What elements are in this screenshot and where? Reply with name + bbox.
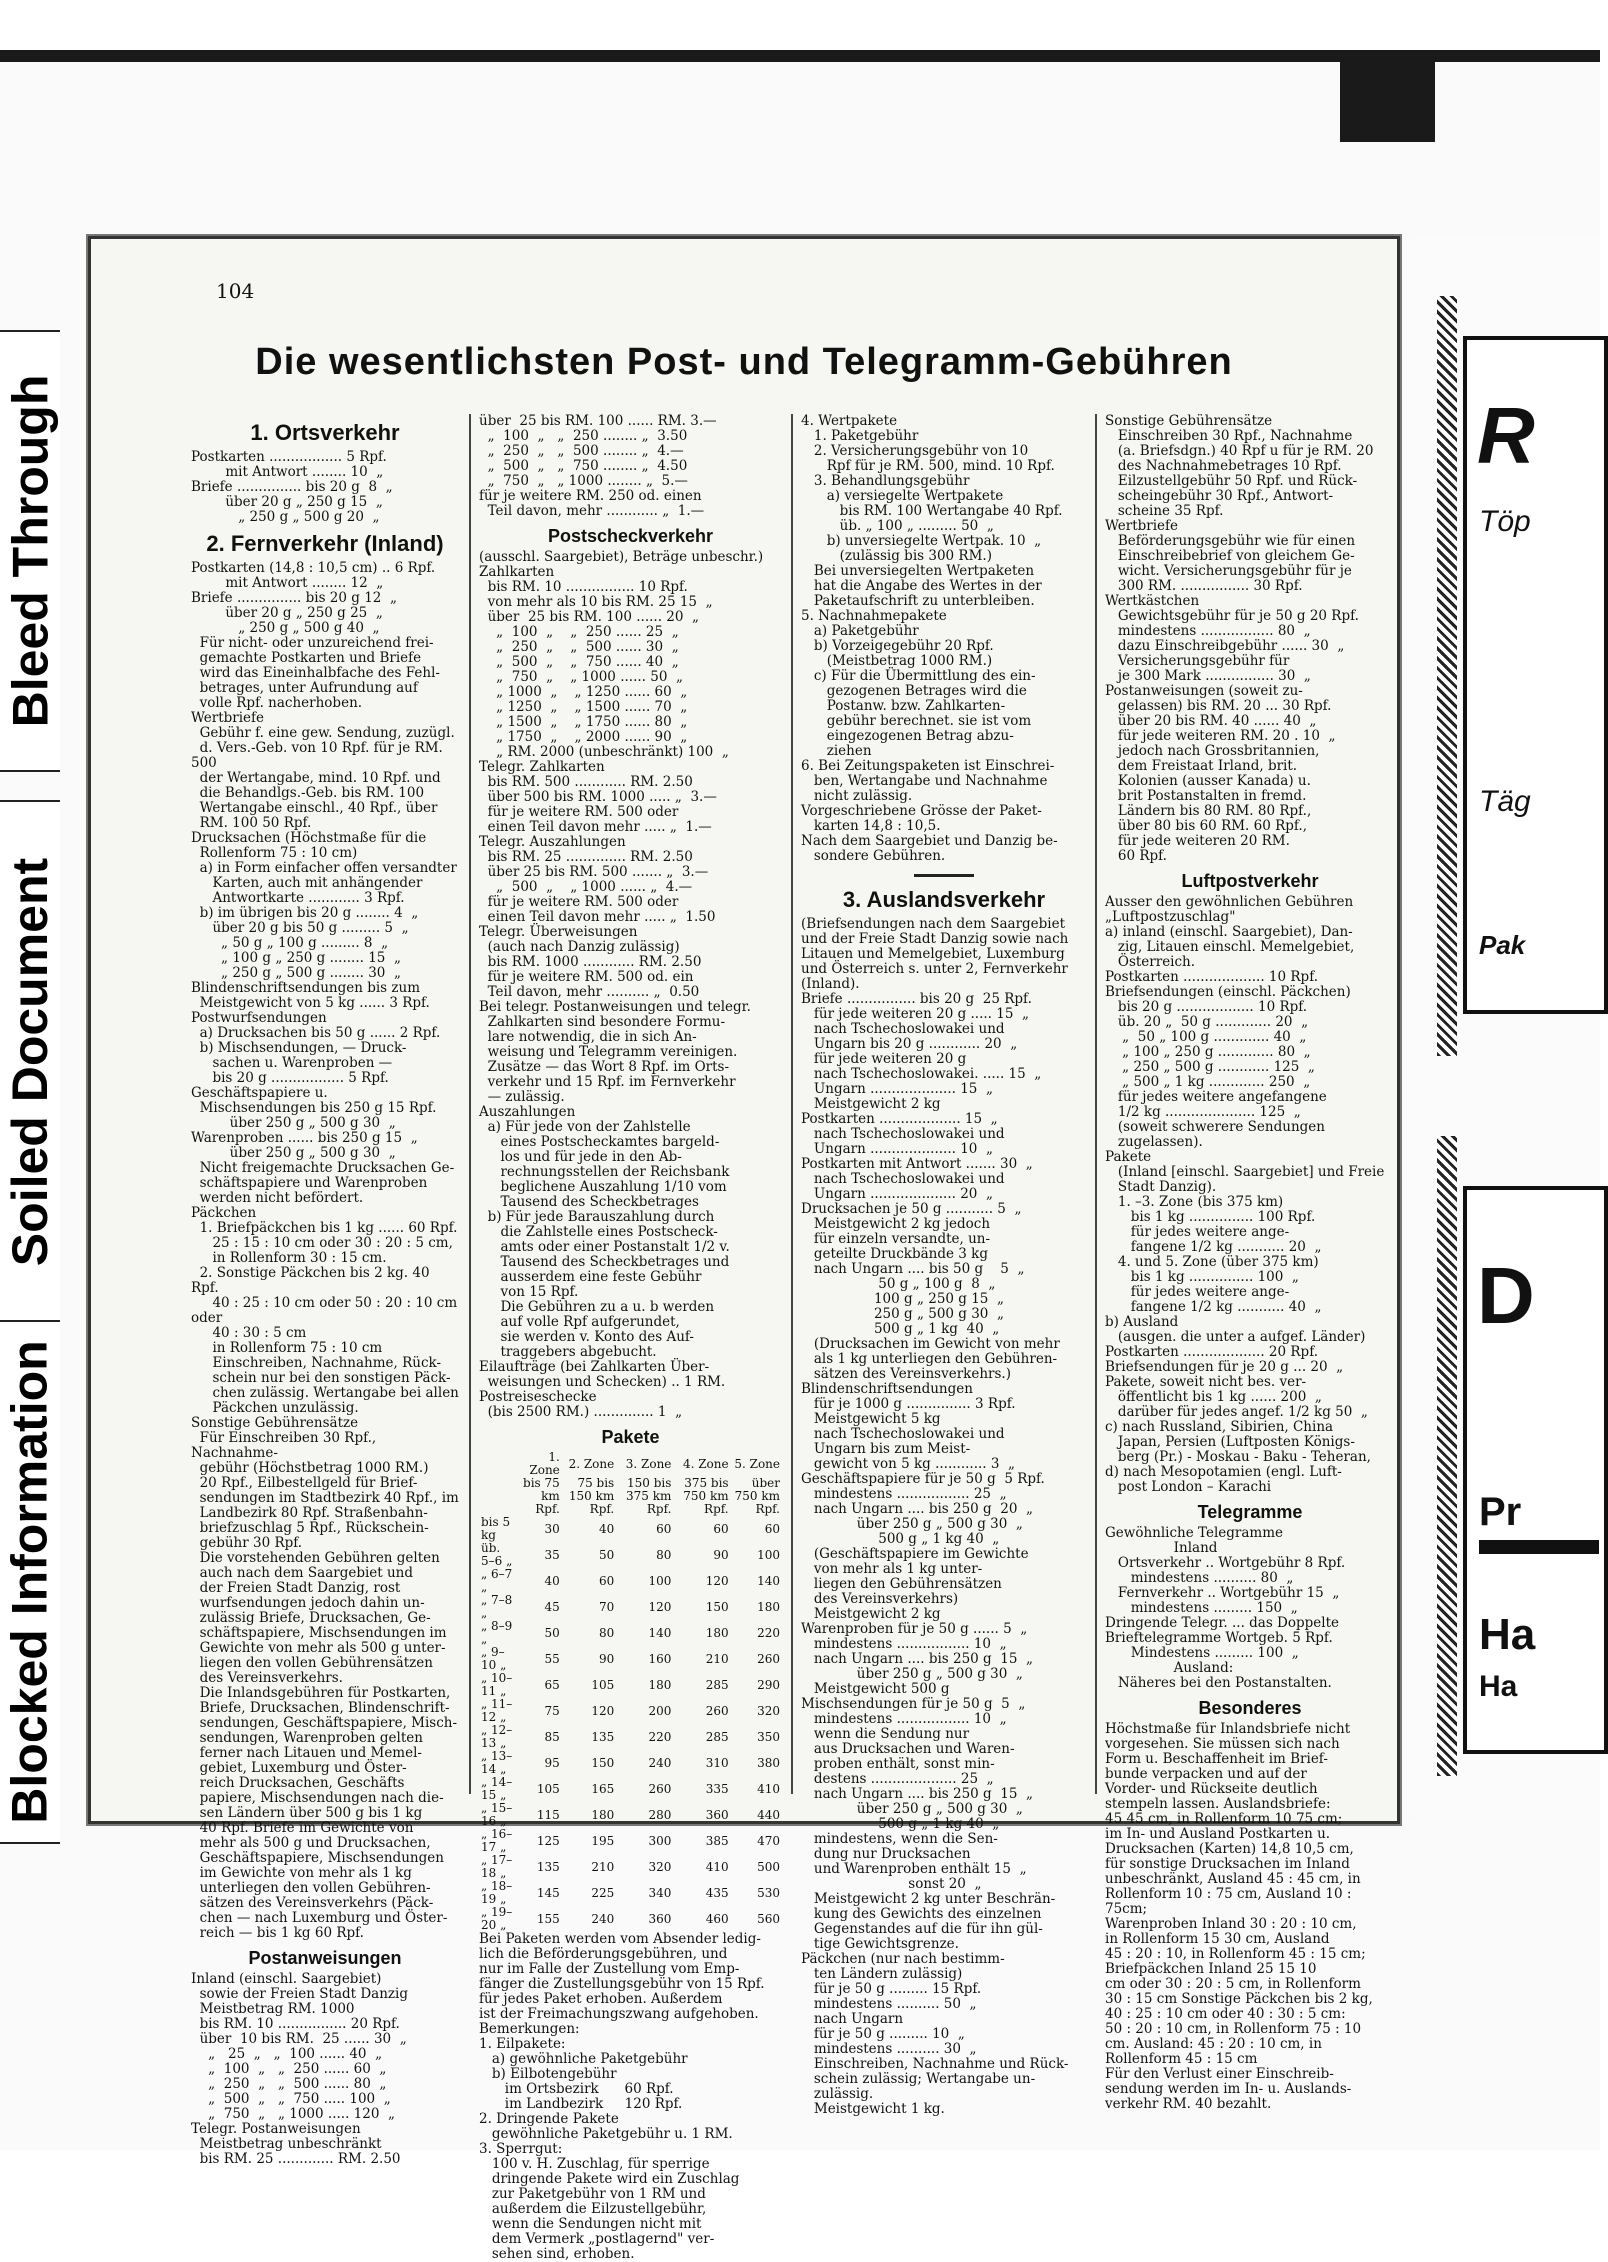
rate-cell: 350 <box>757 1729 780 1744</box>
text-block: (Briefsendungen nach dem Saargebiet und der Freie Stadt Danzig sowie nach Litauen und Memelgebiet, Luxemburg und Österreich s. unter 2, Fernverkehr (Inland). Briefe ................ bis 20 g 25 Rpf. für jede weiteren 20 g ..... 15 „ nach Tschechoslowakei und Ungarn bis 20 g ............ 20 „ für jede weiteren 20 g nach Tschechoslowakei. ..... 15 „ Ungarn .................... 15 „ Meistgewicht 2 kg Postkarten ................... 15 „ nach Tschechoslowakei und Ungarn .................... 10 „ Postkarten mit Antwort ....... 30 „ nach Tschechoslowakei und Ungarn .................... 20 „ Drucksachen je 50 g ........... 5 „ Meistgewicht 2 kg jedoch für einzeln versandte, un- geteilte Druckbände 3 kg nach Ungarn .... bis 50 g 5 „ 50 g „ 100 g 8 „ 100 g „ 250 g 15 „ 250 g „ 500 g 30 „ 500 g „ 1 kg 40 „ (Drucksachen im Gewicht von mehr als 1 kg unterliegen den Gebühren- sätzen des Vereinsverkehrs.) Blindenschriftsendungen für je 1000 g ............... 3 Rpf. Meistgewicht 5 kg nach Tschechoslowakei und Ungarn bis zum Meist- gewicht von 5 kg ............ 3 „ Geschäftspapiere für je 50 g 5 Rpf. mindestens ................. 25 „ nach Ungarn .... bis 250 g 20 „ über 250 g „ 500 g 30 „ 500 g „ 1 kg 40 „ (Geschäftspapiere im Gewichte von mehr als 1 kg unter- liegen den Gebührensätzen des Vereinsverkehrs) Meistgewicht 2 kg Warenproben für je 50 g ...... 5 „ mindestens ................. 10 „ nach Ungarn .... bis 250 g 15 „ über 250 g „ 500 g 30 „ Meistgewicht 500 g Mischsendungen für je 50 g 5 „ mindestens ................. 10 „ wenn die Sendung nur aus Drucksachen und Waren- proben enthält, sonst min- destens .................... 25 „ nach Ungarn .... bis 250 g 15 „ über 250 g „ 500 g 30 „ 500 g „ 1 kg 40 „ mindestens, wenn die Sen- dung nur Drucksachen und Warenproben enthält 15 „ sonst 20 „ Meistgewicht 2 kg unter Beschrän- kung des Gewichts des einzelnen Gegenstandes auf die für ihn gül- tige Gewichtsgrenze. Päckchen (nur nach bestimm- ten Ländern zulässig) für je 50 g ......... 15 Rpf. mindestens .......... 50 „ nach Ungarn für je 50 g ......... 10 „ mindestens .......... 30 „ Einschreiben, Nachnahme und Rück- schein zulässig; Wertangabe un- zulässig. Meistgewicht 1 kg. <box>801 916 1069 2117</box>
side-tab-label: Bleed Through <box>2 374 59 728</box>
rate-cell: 470 <box>757 1833 780 1848</box>
advert-bar <box>1479 1540 1599 1554</box>
section-heading: 2. Fernverkehr (Inland) <box>206 531 444 556</box>
unit-cell: Rpf. <box>755 1502 780 1516</box>
rate-cell: 100 <box>757 1547 780 1562</box>
column-2 <box>469 413 782 2262</box>
table-row <box>479 1750 782 1776</box>
rate-cell: 260 <box>648 1781 672 1796</box>
rate-cell: 165 <box>591 1781 615 1796</box>
advert-text: Töp <box>1479 505 1531 538</box>
zone-header: 4. Zone <box>682 1456 729 1471</box>
side-tab-bleed-through[interactable] <box>0 330 60 772</box>
weight-cell: „ 17–18 „ <box>481 1853 513 1880</box>
rate-cell: 80 <box>598 1625 615 1640</box>
section-heading: Luftpostverkehr <box>1181 871 1319 891</box>
column-4 <box>1095 413 1395 2112</box>
rate-cell: 40 <box>598 1521 615 1536</box>
rate-cell: 435 <box>705 1885 729 1900</box>
rate-cell: 195 <box>591 1833 615 1848</box>
text-block: Bei Paketen werden vom Absender ledig- lich die Beförderungsgebühren, und nur im Falle der Zustellung vom Emp- fänger die Zustellungsgebühr von 15 Rpf. für jedes Paket erhoben. Außerdem ist der Freimachungszwang aufgehoben. Bemerkungen: 1. Eilpakete: a) gewöhnliche Paketgebühr b) Eilbotengebühr im Ortsbezirk 60 Rpf. im Landbezirk 120 Rpf. 2. Dringende Pakete gewöhnliche Paketgebühr u. 1 RM. 3. Sperrgut: 100 v. H. Zuschlag, für sperrige dringende Pakete wird ein Zuschlag zur Paketgebühr von 1 RM und außerdem die Eilzustellgebühr, wenn die Sendungen nicht mit dem Vermerk „postlagernd" ver- sehen sind, erhoben. <box>479 1931 765 2262</box>
rate-cell: 410 <box>705 1859 729 1874</box>
rate-cell: 35 <box>544 1547 560 1562</box>
rate-cell: 440 <box>757 1807 780 1822</box>
text-block: Höchstmaße für Inlandsbriefe nicht vorgesehen. Sie müssen sich nach Form u. Beschaffenheit im Brief- bunde verpacken und auf der Vorder- und Rückseite deutlich stempeln lassen. Auslandsbriefe: 45 45 cm, in Rollenform 10 75 cm; im In- und Ausland Postkarten u. Drucksachen (Karten) 14,8 10,5 cm, für sonstige Drucksachen im Inland unbeschränkt, Ausland 45 : 45 cm, in Rollenform 10 : 75 cm, Ausland 10 : 75cm; Warenproben Inland 30 : 20 : 10 cm, in Rollenform 15 30 cm, Ausland 45 : 20 : 10, in Rollenform 45 : 15 cm; Briefpäckchen Inland 25 15 10 cm oder 30 : 20 : 5 cm, in Rollenform 30 : 15 cm Sonstige Päckchen bis 2 kg, 40 : 25 : 10 cm oder 40 : 30 : 5 cm: 50 : 20 : 10 cm, in Rollenform 75 : 10 cm. Ausland: 45 : 20 : 10 cm, in Rollenform 45 : 15 cm Für den Verlust einer Einschreib- sendung werden im In- u. Auslands- verkehr RM. 40 bezahlt. <box>1105 1721 1373 2112</box>
decorative-border <box>1437 296 1457 1056</box>
text-block: Postkarten (14,8 : 10,5 cm) .. 6 Rpf. mit Antwort ........ 12 „ Briefe ............... bis 20 g 12 „ über 20 g „ 250 g 25 „ „ 250 g „ 500 g 40 „ Für nicht- oder unzureichend frei- gemachte Postkarten und Briefe wird das Eineinhalbfache des Fehl- betrages, unter Aufrundung auf volle Rpf. nacherhoben. Wertbriefe Gebühr f. eine gew. Sendung, zuzügl. d. Vers.-Geb. von 10 Rpf. für je RM. 500 der Wertangabe, mind. 10 Rpf. und die Behandlgs.-Geb. bis RM. 100 Wertangabe einschl., 40 Rpf., über RM. 100 50 Rpf. Drucksachen (Höchstmaße für die Rollenform 75 : 10 cm) a) in Form einfacher offen versandter Karten, auch mit anhängender Antwortkarte ............ 3 Rpf. b) im übrigen bis 20 g ........ 4 „ über 20 g bis 50 g ......... 5 „ „ 50 g „ 100 g ......... 8 „ „ 100 g „ 250 g ........ 15 „ „ 250 g „ 500 g ........ 30 „ Blindenschriftsendungen bis zum Meistgewicht von 5 kg ...... 3 Rpf. Postwurfsendungen a) Drucksachen bis 50 g ...... 2 Rpf. b) Mischsendungen, — Druck- sachen u. Warenproben — bis 20 g ................. 5 Rpf. Geschäftspapiere u. Mischsendungen bis 250 g 15 Rpf. über 250 g „ 500 g 30 „ Warenproben ...... bis 250 g 15 „ über 250 g „ 500 g 30 „ Nicht freigemachte Drucksachen Ge- schäftspapiere und Warenproben werden nicht befördert. Päckchen 1. Briefpäckchen bis 1 kg ...... 60 Rpf. 25 : 15 : 10 cm oder 30 : 20 : 5 cm, in Rollenform 30 : 15 cm. 2. Sonstige Päckchen bis 2 kg. 40 Rpf. 40 : 25 : 10 cm oder 50 : 20 : 10 cm oder 40 : 30 : 5 cm in Rollenform 75 : 10 cm Einschreiben, Nachnahme, Rück- schein nur bei den sonstigen Päck- chen zulässig. Wertangabe bei allen Päckchen unzulässig. Sonstige Gebührensätze Für Einschreiben 30 Rpf., Nachnahme- gebühr (Höchstbetrag 1000 RM.) 20 Rpf., Eilbestellgeld für Brief- sendungen im Stadtbezirk 40 Rpf., im Landbezirk 80 Rpf. Straßenbahn- briefzuschlag 5 Rpf., Rückschein- gebühr 30 Rpf. Die vorstehenden Gebühren gelten auch nach dem Saargebiet und der Freien Stadt Danzig, rost wurfsendungen jedoch dahin un- zulässig Briefe, Drucksachen, Ge- schäftspapiere, Mischsendungen im Gewichte von mehr als 500 g unter- liegen den vollen Gebührensätzen des Vereinsverkehrs. Die Inlandsgebühren für Postkarten, Briefe, Drucksachen, Blindenschrift- sendungen, Geschäftspapiere, Misch- sendungen, Warenproben gelten ferner nach Litauen und Memel- gebiet, Luxemburg und Öster- reich Drucksachen, Geschäfts papiere, Mischsendungen nach die- sen Ländern über 500 g bis 1 kg 40 Rpf. Briefe im Gewichte von mehr als 500 g und Drucksachen, Geschäftspapiere, Mischsendungen im Gewichte von mehr als 1 kg unterliegen den vollen Gebühren- sätzen des Vereinsverkehrs (Päck- chen — nach Luxemburg und Öster- reich — bis 1 kg 60 Rpf. <box>191 560 459 1941</box>
rate-cell: 310 <box>705 1755 729 1770</box>
zone-header: 1. Zone <box>529 1450 560 1477</box>
rate-cell: 105 <box>591 1677 615 1692</box>
rate-cell: 135 <box>536 1859 560 1874</box>
advert-box <box>1463 1186 1608 1754</box>
text-block: Inland (einschl. Saargebiet) sowie der Freien Stadt Danzig Meistbetrag RM. 1000 bis RM. 10 ................ 20 Rpf. über 10 bis RM. 25 ...... 30 „ „ 25 „ „ 100 ...... 40 „ „ 100 „ „ 250 ...... 60 „ „ 250 „ „ 500 ...... 80 „ „ 500 „ „ 750 ..... 100 „ „ 750 „ „ 1000 ..... 120 „ Telegr. Postanweisungen Meistbetrag unbeschränkt bis RM. 25 ............. RM. 2.50 <box>191 1971 408 2167</box>
section-heading: Postscheckverkehr <box>547 526 714 546</box>
table-row <box>479 1516 782 1542</box>
rate-cell: 200 <box>648 1703 672 1718</box>
weight-cell: üb. 5–6 „ <box>481 1541 513 1568</box>
rate-cell: 125 <box>536 1833 560 1848</box>
rate-cell: 50 <box>598 1547 615 1562</box>
zone-header: 3. Zone <box>625 1456 672 1471</box>
rate-cell: 210 <box>705 1651 729 1666</box>
section-heading: Besonderes <box>1198 1698 1302 1718</box>
dark-margin-block <box>1340 62 1435 142</box>
table-header-row <box>479 1451 782 1477</box>
rate-cell: 65 <box>544 1677 560 1692</box>
weight-cell: „ 6–7 „ <box>481 1567 513 1594</box>
table-row <box>479 1802 782 1828</box>
column-1 <box>191 414 459 2167</box>
page-headline: Die wesentlichsten Post- und Telegramm-Gebühren <box>255 341 1233 383</box>
column-3 <box>791 413 1087 2117</box>
table-row <box>479 1672 782 1698</box>
unit-cell: Rpf. <box>646 1502 672 1516</box>
table-row <box>479 1620 782 1646</box>
rate-cell: 100 <box>648 1573 672 1588</box>
rate-cell: 120 <box>648 1599 672 1614</box>
table-row <box>479 1854 782 1880</box>
rate-cell: 155 <box>536 1911 560 1926</box>
rate-cell: 80 <box>656 1547 672 1562</box>
advert-text: Täg <box>1479 785 1531 818</box>
rate-cell: 150 <box>705 1599 729 1614</box>
rate-cell: 180 <box>705 1625 729 1640</box>
rate-cell: 120 <box>591 1703 615 1718</box>
rate-cell: 500 <box>757 1859 780 1874</box>
rate-cell: 55 <box>544 1651 560 1666</box>
rate-cell: 90 <box>713 1547 729 1562</box>
rate-cell: 260 <box>705 1703 729 1718</box>
rate-cell: 560 <box>757 1911 780 1926</box>
parcel-rates-table <box>479 1451 782 1932</box>
table-row <box>479 1828 782 1854</box>
divider <box>914 874 974 877</box>
document-page <box>88 236 1400 2262</box>
zone-km: 75 bis 150 km <box>568 1476 615 1503</box>
rate-cell: 380 <box>757 1755 780 1770</box>
text-block: 4. Wertpakete 1. Paketgebühr 2. Versicherungsgebühr von 10 Rpf für je RM. 500, mind. 10 Rpf. 3. Behandlungsgebühr a) versiegelte Wertpakete bis RM. 100 Wertangabe 40 Rpf. üb. „ 100 „ ......... 50 „ b) unversiegelte Wertpak. 10 „ (zulässig bis 300 RM.) Bei unversiegelten Wertpaketen hat die Angabe des Wertes in der Paketaufschrift zu unterbleiben. 5. Nachnahmepakete a) Paketgebühr b) Vorzeigegebühr 20 Rpf. (Meistbetrag 1000 RM.) c) Für die Übermittlung des ein- gezogenen Betrages wird die Postanw. bzw. Zahlkarten- gebühr berechnet. sie ist vom eingezogenen Betrag abzu- ziehen 6. Bei Zeitungspaketen ist Einschrei- ben, Wertangabe und Nachnahme nicht zulässig. Vorgeschriebene Grösse der Paket- karten 14,8 : 10,5. Nach dem Saargebiet und Danzig be- sondere Gebühren. <box>801 413 1063 864</box>
rate-cell: 115 <box>536 1807 560 1822</box>
zone-km: bis 75 km <box>523 1476 560 1503</box>
rate-cell: 280 <box>648 1807 672 1822</box>
adjacent-page <box>1415 236 1600 1818</box>
advert-letter: D <box>1477 1251 1535 1340</box>
rate-cell: 40 <box>544 1573 560 1588</box>
rate-cell: 105 <box>536 1781 560 1796</box>
weight-cell: „ 16–17 „ <box>481 1827 513 1854</box>
weight-cell: „ 8–9 „ <box>481 1619 513 1646</box>
rate-cell: 285 <box>705 1729 729 1744</box>
rate-cell: 240 <box>591 1911 615 1926</box>
text-block: über 25 bis RM. 100 ...... RM. 3.— „ 100 „ „ 250 ........ „ 3.50 „ 250 „ „ 500 ........ „ 4.— „ 500 „ „ 750 ........ „ 4.50 „ 750 „ „ 1000 ........ „ 5.— für je weitere RM. 250 od. einen Teil davon, mehr ............ „ 1.— <box>479 413 717 519</box>
advert-text: Ha <box>1479 1610 1536 1659</box>
text-block: (ausschl. Saargebiet), Beträge unbeschr.) Zahlkarten bis RM. 10 ................ 10 Rpf. von mehr als 10 bis RM. 25 15 „ über 25 bis RM. 100 ...... 20 „ „ 100 „ „ 250 ...... 25 „ „ 250 „ „ 500 ...... 30 „ „ 500 „ „ 750 ...... 40 „ „ 750 „ „ 1000 ...... 50 „ „ 1000 „ „ 1250 ...... 60 „ „ 1250 „ „ 1500 ...... 70 „ „ 1500 „ „ 1750 ...... 80 „ „ 1750 „ „ 2000 ...... 90 „ „ RM. 2000 (unbeschränkt) 100 „ Telegr. Zahlkarten bis RM. 500 ............ RM. 2.50 über 500 bis RM. 1000 ..... „ 3.— für je weitere RM. 500 oder einen Teil davon mehr ..... „ 1.— Telegr. Auszahlungen bis RM. 25 .............. RM. 2.50 über 25 bis RM. 500 ....... „ 3.— „ 500 „ „ 1000 ...... „ 4.— für je weitere RM. 500 oder einen Teil davon mehr ..... „ 1.50 Telegr. Überweisungen (auch nach Danzig zulässig) bis RM. 1000 ............ RM. 2.50 für je weitere RM. 500 od. ein Teil davon, mehr .......... „ 0.50 Bei telegr. Postanweisungen und telegr. Zahlkarten sind besondere Formu- lare notwendig, die in sich An- weisung und Telegramm vereinigen. Zusätze — das Wort 8 Rpf. im Orts- verkehr und 15 Rpf. im Fernverkehr — zulässig. Auszahlungen a) Für jede von der Zahlstelle eines Postscheckamtes bargeld- los und für jede in den Ab- rechnungsstellen der Reichsbank beglichene Auszahlung 1/10 vom Tausend des Scheckbetrages b) Für jede Barauszahlung durch die Zahlstelle eines Postscheck- amts oder einer Postanstalt 1/2 v. Tausend des Scheckbetrages und ausserdem eine feste Gebühr von 15 Rpf. Die Gebühren zu a u. b werden auf volle Rpf aufgerundet, sie werden v. Konto des Auf- traggebers abgebucht. Eilaufträge (bei Zahlkarten Über- weisungen und Schecken) .. 1 RM. Postreiseschecke (bis 2500 RM.) .............. 1 „ <box>479 549 764 1420</box>
rate-cell: 140 <box>648 1625 672 1640</box>
table-row <box>479 1776 782 1802</box>
weight-cell: „ 14–15 „ <box>481 1775 513 1802</box>
table-row <box>479 1542 782 1568</box>
unit-cell: Rpf. <box>589 1502 615 1516</box>
table-row <box>479 1880 782 1906</box>
weight-cell: „ 11–12 „ <box>481 1697 513 1724</box>
rate-cell: 320 <box>757 1703 780 1718</box>
advert-text: Pr <box>1479 1490 1522 1534</box>
rate-cell: 30 <box>544 1521 560 1536</box>
rate-cell: 285 <box>705 1677 729 1692</box>
zone-header: 5. Zone <box>734 1456 780 1471</box>
rate-cell: 360 <box>705 1807 729 1822</box>
rate-cell: 60 <box>656 1521 672 1536</box>
rate-cell: 300 <box>648 1833 672 1848</box>
rate-cell: 220 <box>648 1729 672 1744</box>
zone-km: über 750 km <box>734 1476 780 1503</box>
weight-cell: „ 7–8 „ <box>481 1593 513 1620</box>
side-tab-blocked-information[interactable] <box>0 1320 60 1844</box>
page-number: 104 <box>216 279 255 303</box>
weight-cell: bis 5 kg <box>481 1515 511 1542</box>
rate-cell: 220 <box>757 1625 780 1640</box>
unit-cell: Rpf. <box>535 1502 560 1516</box>
rate-cell: 145 <box>536 1885 560 1900</box>
rate-cell: 150 <box>591 1755 615 1770</box>
rate-cell: 60 <box>713 1521 729 1536</box>
table-row <box>479 1698 782 1724</box>
rate-cell: 260 <box>757 1651 780 1666</box>
section-heading: Telegramme <box>1197 1502 1303 1522</box>
rate-cell: 240 <box>648 1755 672 1770</box>
table-row <box>479 1568 782 1594</box>
text-block: Gewöhnliche Telegramme Inland Ortsverkehr .. Wortgebühr 8 Rpf. mindestens .......... 80 „ Fernverkehr .. Wortgebühr 15 „ mindestens ......... 150 „ Dringende Telegr. ... das Doppelte Brieftelegramme Wortgeb. 5 Rpf. Mindestens ......... 100 „ Ausland: Näheres bei den Postanstalten. <box>1105 1525 1346 1691</box>
rate-cell: 95 <box>544 1755 560 1770</box>
rate-cell: 460 <box>705 1911 729 1926</box>
section-heading: 1. Ortsverkehr <box>250 420 400 445</box>
side-tab-label: Soiled Document <box>2 857 58 1267</box>
rate-cell: 290 <box>757 1677 780 1692</box>
weight-cell: „ 12–13 „ <box>481 1723 513 1750</box>
top-border <box>0 50 1600 62</box>
zone-header: 2. Zone <box>568 1456 615 1471</box>
rate-cell: 210 <box>591 1859 615 1874</box>
rate-cell: 120 <box>705 1573 729 1588</box>
rate-cell: 50 <box>544 1625 560 1640</box>
rate-cell: 85 <box>544 1729 560 1744</box>
rate-cell: 335 <box>705 1781 729 1796</box>
side-tab-soiled-document[interactable] <box>0 800 60 1324</box>
rate-cell: 75 <box>544 1703 560 1718</box>
rate-cell: 180 <box>757 1599 780 1614</box>
zone-km: 150 bis 375 km <box>626 1476 672 1503</box>
weight-cell: „ 19–20 „ <box>481 1905 513 1932</box>
rate-cell: 70 <box>598 1599 615 1614</box>
section-heading: 3. Auslandsverkehr <box>842 887 1046 912</box>
advert-box <box>1463 336 1608 1014</box>
table-row <box>479 1906 782 1932</box>
rate-cell: 410 <box>757 1781 780 1796</box>
table-row <box>479 1646 782 1672</box>
table-header-row <box>479 1503 782 1516</box>
unit-cell: Rpf. <box>704 1502 729 1516</box>
weight-cell: „ 15–16 „ <box>481 1801 513 1828</box>
table-row <box>479 1724 782 1750</box>
decorative-border <box>1437 1136 1457 1776</box>
rate-cell: 45 <box>544 1599 560 1614</box>
table-row <box>479 1594 782 1620</box>
rate-cell: 385 <box>705 1833 729 1848</box>
advert-letter: R <box>1477 391 1535 480</box>
rate-cell: 225 <box>591 1885 615 1900</box>
columns <box>191 413 1385 2262</box>
rate-cell: 60 <box>764 1521 780 1536</box>
text-block: Sonstige Gebührensätze Einschreiben 30 Rpf., Nachnahme (a. Briefsdgn.) 40 Rpf u für je RM. 20 des Nachnahmebetrages 10 Rpf. Eilzustellgebühr 50 Rpf. und Rück- scheingebühr 30 Rpf., Antwort- scheine 35 Rpf. Wertbriefe Beförderungsgebühr wie für einen Einschreibebrief von gleichem Ge- wicht. Versicherungsgebühr für je 300 RM. ................ 30 Rpf. Wertkästchen Gewichtsgebühr für je 50 g 20 Rpf. mindestens ................. 80 „ dazu Einschreibgebühr ...... 30 „ Versicherungsgebühr für je 300 Mark ................ 30 „ Postanweisungen (soweit zu- gelassen) bis RM. 20 ... 30 Rpf. über 20 bis RM. 40 ...... 40 „ für jede weiteren RM. 20 . 10 „ jedoch nach Grossbritannien, dem Freistaat Irland, brit. Kolonien (ausser Kanada) u. brit Postanstalten in fremd. Ländern bis 80 RM. 80 Rpf., über 80 bis 60 RM. 60 Rpf., für jede weiteren 20 RM. 60 Rpf. <box>1105 413 1374 864</box>
rate-cell: 180 <box>648 1677 672 1692</box>
rate-cell: 135 <box>591 1729 615 1744</box>
rate-cell: 320 <box>648 1859 672 1874</box>
text-block: Ausser den gewöhnlichen Gebühren „Luftpostzuschlag" a) inland (einschl. Saargebiet), Dan- zig, Litauen einschl. Memelgebiet, Österreich. Postkarten ................... 10 Rpf. Briefsendungen (einschl. Päckchen) bis 20 g .................. 10 Rpf. üb. 20 „ 50 g ............. 20 „ „ 50 „ 100 g ............. 40 „ „ 100 „ 250 g ............. 80 „ „ 250 „ 500 g ............ 125 „ „ 500 „ 1 kg ............. 250 „ für jedes weitere angefangene 1/2 kg ..................... 125 „ (soweit schwerere Sendungen zugelassen). Pakete (Inland [einschl. Saargebiet] und Freie Stadt Danzig). 1. –3. Zone (bis 375 km) bis 1 kg ............... 100 Rpf. für jedes weitere ange- fangene 1/2 kg ........... 20 „ 4. und 5. Zone (über 375 km) bis 1 kg ............... 100 „ für jedes weitere ange- fangene 1/2 kg ........... 40 „ b) Ausland (ausgen. die unter a aufgef. Länder) Postkarten ................... 20 Rpf. Briefsendungen für je 20 g ... 20 „ Pakete, soweit nicht bes. ver- öffentlicht bis 1 kg ...... 200 „ darüber für jedes angef. 1/2 kg 50 „ c) nach Russland, Sibirien, China Japan, Persien (Luftposten Königs- berg (Pr.) - Moskau - Baku - Teheran, d) nach Mesopotamien (engl. Luft- post London – Karachi <box>1105 894 1385 1495</box>
rate-cell: 160 <box>648 1651 672 1666</box>
table-header-row <box>479 1477 782 1503</box>
weight-cell: „ 18–19 „ <box>481 1879 513 1906</box>
zone-km: 375 bis 750 km <box>683 1476 729 1503</box>
rate-cell: 60 <box>598 1573 615 1588</box>
weight-cell: „ 10–11 „ <box>481 1671 513 1698</box>
advert-text: Ha <box>1479 1670 1518 1703</box>
rate-cell: 140 <box>757 1573 780 1588</box>
side-tab-label: Blocked Information <box>2 1340 58 1824</box>
section-heading: Pakete <box>601 1427 660 1447</box>
advert-text: Pak <box>1479 930 1526 960</box>
rate-cell: 530 <box>757 1885 780 1900</box>
rate-cell: 90 <box>598 1651 615 1666</box>
weight-cell: „ 13–14 „ <box>481 1749 513 1776</box>
text-block: Postkarten ................. 5 Rpf. mit Antwort ........ 10 „ Briefe ............... bis 20 g 8 „ über 20 g „ 250 g 15 „ „ 250 g „ 500 g 20 „ <box>191 449 393 525</box>
weight-cell: „ 9–10 „ <box>481 1645 507 1672</box>
rate-cell: 360 <box>648 1911 672 1926</box>
rate-cell: 180 <box>591 1807 615 1822</box>
section-heading: Postanweisungen <box>248 1948 402 1968</box>
rate-cell: 340 <box>648 1885 672 1900</box>
